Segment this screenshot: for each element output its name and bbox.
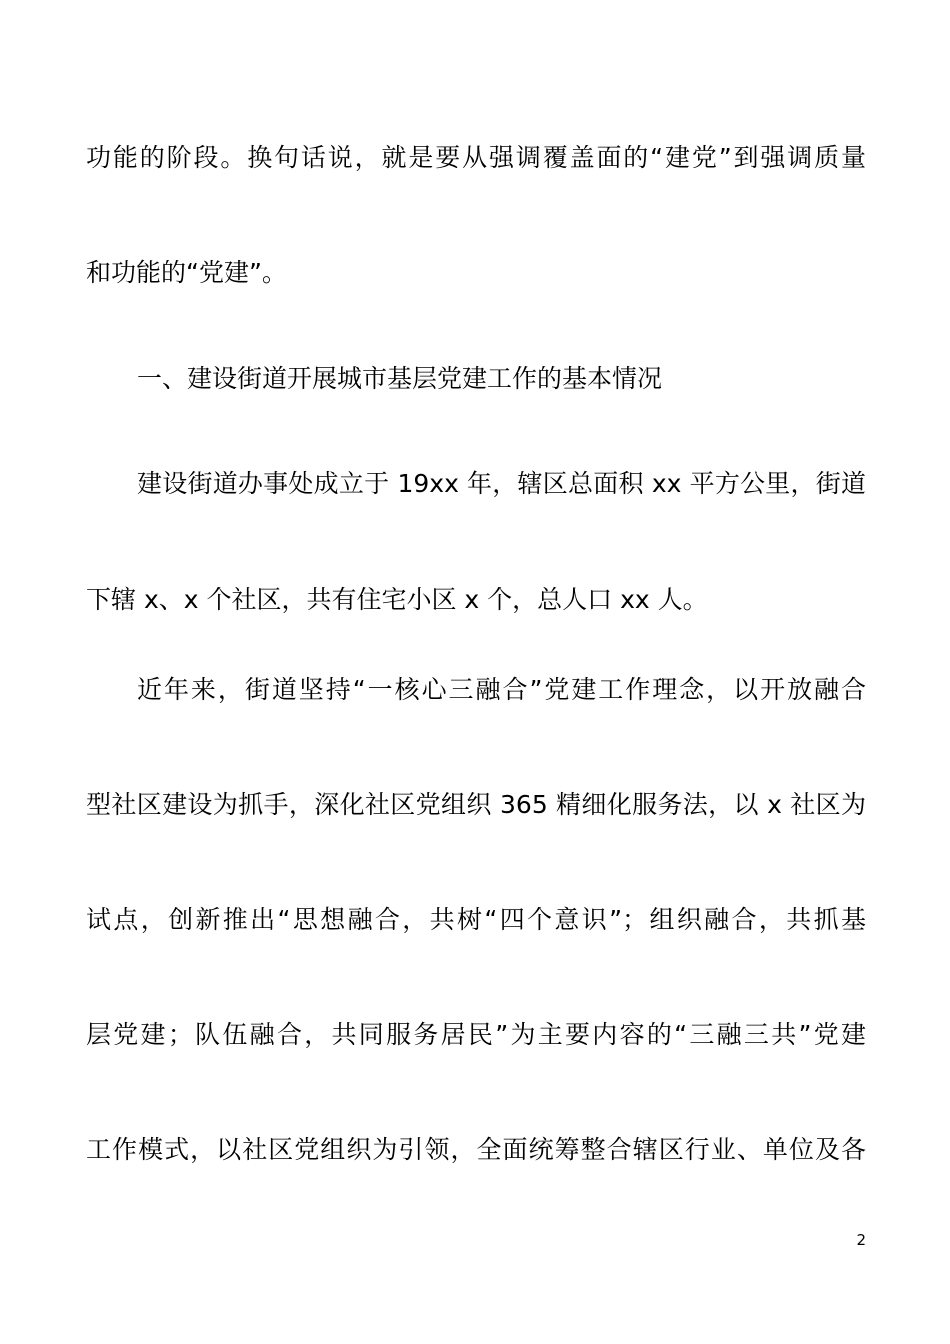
text-line-1: 功能的阶段。换句话说，就是要从强调覆盖面的“建党”到强调质量 [86, 143, 866, 172]
text-line-6: 近年来，街道坚持“一核心三融合”党建工作理念，以开放融合 [137, 675, 866, 704]
text-line-10: 工作模式，以社区党组织为引领，全面统筹整合辖区行业、单位及各 [86, 1135, 866, 1164]
page-number: 2 [856, 1231, 866, 1249]
text-line-7: 型社区建设为抓手，深化社区党组织 365 精细化服务法，以 x 社区为 [86, 790, 866, 819]
text-line-4: 建设街道办事处成立于 19xx 年，辖区总面积 xx 平方公里，街道 [137, 469, 866, 498]
text-line-8: 试点，创新推出“思想融合，共树“四个意识”；组织融合，共抓基 [86, 905, 866, 934]
section-heading: 一、建设街道开展城市基层党建工作的基本情况 [137, 364, 663, 393]
text-line-2: 和功能的“党建”。 [86, 258, 287, 287]
text-line-5: 下辖 x、x 个社区，共有住宅小区 x 个，总人口 xx 人。 [86, 585, 708, 614]
text-line-9: 层党建；队伍融合，共同服务居民”为主要内容的“三融三共”党建 [86, 1020, 866, 1049]
